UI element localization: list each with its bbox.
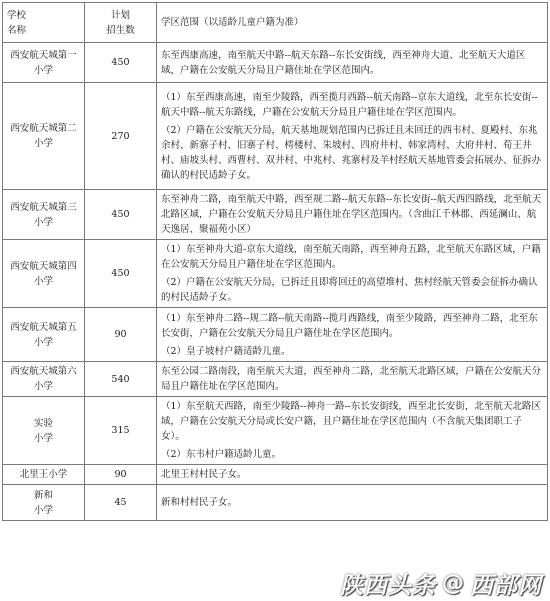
district-range-cell	[157, 43, 548, 83]
watermark-at-symbol: @	[442, 570, 464, 596]
school-name-cell	[3, 83, 85, 190]
district-range-paragraph: 东至西康高速，南至航天中路--航天东路--东长安街线，西至神舟大道、北至航天大道区域，户籍在公安航天分局且户籍住址在学区范围内。	[161, 49, 526, 76]
table-row	[3, 240, 548, 308]
district-range-paragraph: （1）东至西康高速，南至少陵路，西至揽月西路--航天南路--京东大道线，北至东长安街--航天中路--航天东路线，户籍在公安航天分局且户籍住址在学区范围内。	[161, 91, 538, 118]
watermark-right-text: 西部网	[470, 572, 542, 599]
district-range-cell	[157, 190, 548, 240]
table-row	[3, 362, 548, 397]
school-name-line: 小学	[33, 216, 53, 228]
district-range-cell	[157, 240, 548, 308]
district-range-paragraph: （2）皇子坡村户籍适龄儿童。	[161, 345, 291, 357]
school-name-cell	[3, 397, 85, 465]
district-range-paragraph: 东至神舟二路，南至航天中路，西至规二路--航天东路--东长安街--航天西四路线，北至航天北路区域，户籍在公安航天分局且户籍住址在学区范围内。（含曲江千林郡、西延澜山、航天逸居、聚福苑小区）	[161, 194, 542, 235]
district-range-paragraph: 北里王村村民子女。	[161, 469, 247, 480]
plan-count-cell: 450	[85, 190, 157, 240]
table-row	[3, 308, 548, 362]
school-name-line: 小学	[33, 275, 53, 287]
header-school-line2: 名称	[7, 24, 27, 36]
school-name-cell	[3, 190, 85, 240]
table-row	[3, 190, 548, 240]
table-header-row	[3, 3, 548, 43]
school-name-line: 西安航天城第一	[10, 49, 77, 61]
district-range-paragraph: （2）东韦村户籍适龄儿童。	[161, 449, 282, 460]
plan-count-cell: 450	[85, 43, 157, 83]
school-name-line: 小学	[33, 432, 53, 444]
school-name-line: 西安航天城第二	[10, 123, 77, 134]
school-name-cell	[3, 465, 85, 485]
district-range-cell	[157, 465, 548, 485]
table-row	[3, 465, 548, 485]
school-name-line: 西安航天城第三	[10, 201, 77, 213]
district-range-paragraph: （1）东至神舟大道-京东大道线，南至航天南路，西至神舟五路，北至航天东路区域，户籍在公安航天分局且户籍住址在学区范围内。	[161, 244, 541, 270]
watermark	[340, 568, 542, 598]
district-range-paragraph: 新和村村民子女。	[161, 497, 238, 508]
school-name-cell	[3, 308, 85, 362]
plan-count-cell: 90	[85, 465, 157, 485]
plan-count-cell: 315	[85, 397, 157, 465]
school-name-line: 北里王小学	[19, 469, 68, 480]
table-row	[3, 83, 548, 190]
school-name-line: 小学	[33, 381, 53, 392]
district-range-cell	[157, 83, 548, 190]
district-range-cell	[157, 485, 548, 521]
district-range-cell	[157, 308, 548, 362]
school-name-line: 实验	[33, 417, 53, 429]
school-name-line: 新和	[33, 489, 53, 501]
district-range-paragraph: （2）户籍在公安航天分局，已拆迁且即将回迁的高望堆村、焦村经航天管委会征拆办确认的村民适龄子女。	[161, 277, 538, 303]
district-range-paragraph: （1）东至航天西路，南至少陵路--神舟一路--东长安街线，西至北长安街，北至航天北路区域，户籍在公安航天分局或长安户籍，且户籍住址在学区范围内（不含航天集团职工子女）。	[161, 401, 541, 442]
school-name-line: 小学	[33, 336, 53, 348]
plan-count-cell: 90	[85, 308, 157, 362]
school-district-table	[2, 2, 548, 521]
district-range-paragraph: 东至公园二路南段，南至航天大道，西至神舟二路，北至航天北路区域，户籍在公安航天分局且户籍住址在学区范围内。	[161, 366, 542, 392]
plan-count-cell: 450	[85, 240, 157, 308]
header-plan-count	[85, 3, 157, 43]
district-range-cell	[157, 362, 548, 397]
header-plan-line2: 招生数	[106, 24, 135, 36]
school-name-cell	[3, 362, 85, 397]
school-name-line: 西安航天城第五	[10, 321, 77, 333]
district-range-cell	[157, 397, 548, 465]
header-district-range: 学区范围（以适龄儿童户籍为准）	[157, 3, 548, 43]
school-name-line: 小学	[33, 64, 53, 76]
school-name-line: 西安航天城第四	[10, 260, 77, 272]
school-name-line: 西安航天城第六	[10, 366, 77, 377]
table-row	[3, 43, 548, 83]
watermark-left-text: 陕西头条	[340, 572, 436, 599]
school-name-cell	[3, 43, 85, 83]
plan-count-cell: 540	[85, 362, 157, 397]
school-name-cell	[3, 240, 85, 308]
school-name-cell	[3, 485, 85, 521]
district-range-paragraph: （2）户籍在公安航天分局，航天基地规划范围内已拆迁且未回迁的西韦村、夏殿村、东兆余村、新寨子村、旧寨子村、樗楼村、朱坡村、四府井村、韩家湾村、大府井村、荀王井村、庙坡头村、西曹村、双井村、中兆村、兆寨村及羊村经航天基地管委会拓展办、征拆办确认的村民适龄子女。	[161, 124, 542, 181]
district-range-paragraph: （1）东至神舟二路--规二路--航天南路--揽月西路线，南至少陵路，西至神舟二路，北至东长安街，户籍在公安航天分局且户籍住址在学区范围内。	[161, 312, 538, 339]
plan-count-cell: 45	[85, 485, 157, 521]
school-name-line: 小学	[33, 138, 53, 149]
header-school-line1: 学校	[7, 9, 27, 21]
plan-count-cell: 270	[85, 83, 157, 190]
school-name-line: 小学	[33, 504, 53, 516]
header-plan-line1: 计划	[110, 9, 130, 21]
header-school-name	[3, 3, 85, 43]
table-row	[3, 485, 548, 521]
table-row	[3, 397, 548, 465]
